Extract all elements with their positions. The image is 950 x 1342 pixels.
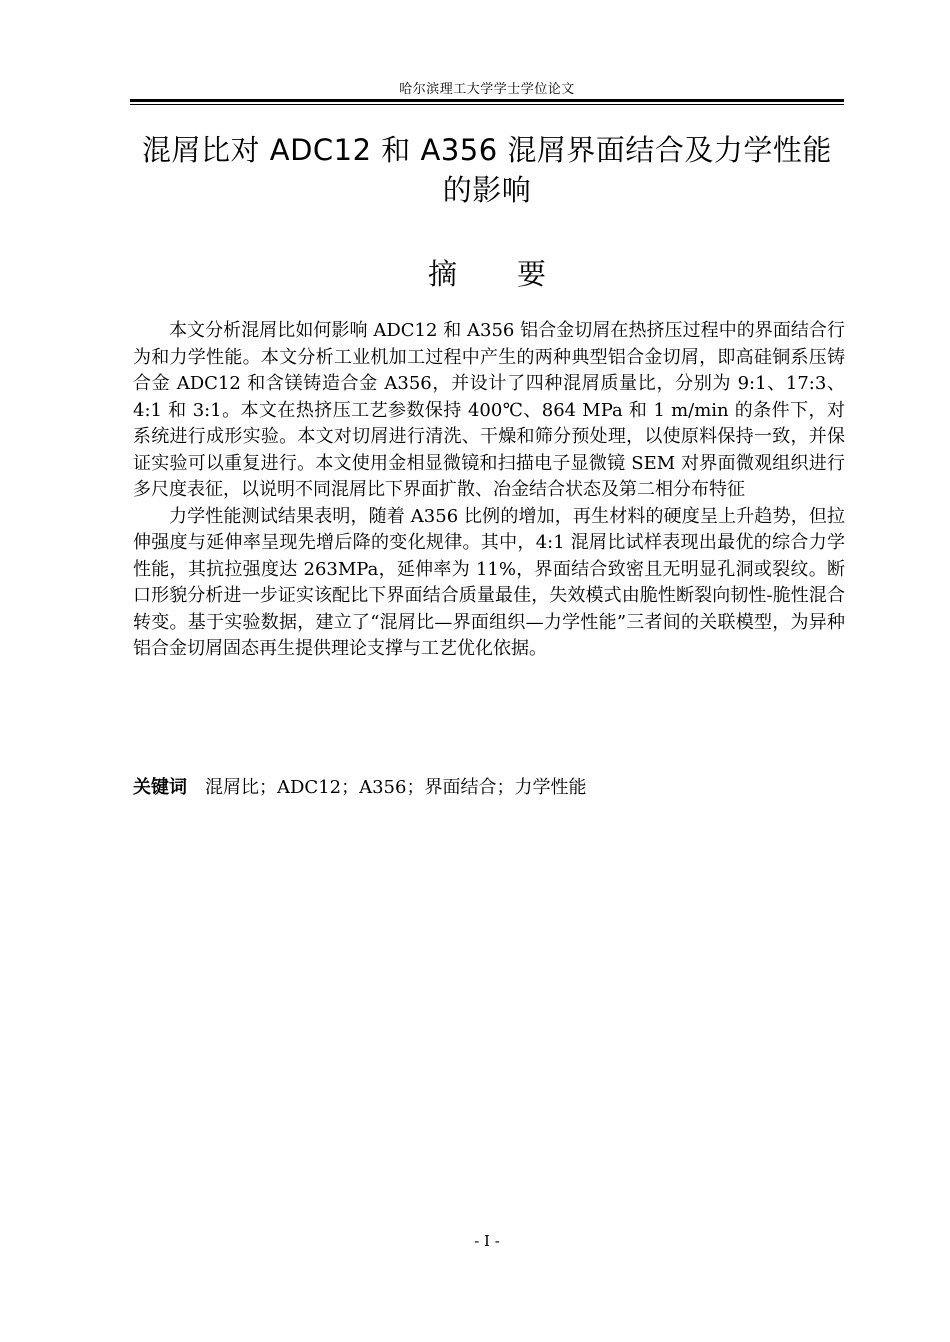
abstract-paragraph-1: 本文分析混屑比如何影响 ADC12 和 A356 铝合金切屑在热挤压过程中的界面结合行为和力学性能。本文分析工业机加工过程中产生的两种典型铝合金切屑，即高硅铜系压铸合金 ADC12 和含镁铸造合金 A356，并设计了四种混屑质量比，分别为 9:1、17:3、4:1 和 3:1。本文在热挤压工艺参数保持 400℃、864 MPa 和 1 m/min 的条件下，对系统进行成形实验。本文对切屑进行清洗、干燥和筛分预处理，以使原料保持一致，并保证实验可以重复进行。本文使用金相显微镜和扫描电子显微镜 SEM 对界面微观组织进行多尺度表征，以说明不同混屑比下界面扩散、冶金结合状态及第二相分布特征 (133, 320, 845, 500)
abstract-paragraph-2: 力学性能测试结果表明，随着 A356 比例的增加，再生材料的硬度呈上升趋势，但拉伸强度与延伸率呈现先增后降的变化规律。其中，4:1 混屑比试样表现出最优的综合力学性能，其抗拉强度达 263MPa，延伸率为 11%，界面结合致密且无明显孔洞或裂纹。断口形貌分析进一步证实该配比下界面结合质量最佳，失效模式由脆性断裂向韧性-脆性混合转变。基于实验数据，建立了“混屑比—界面组织—力学性能”三者间的关联模型，为异种铝合金切屑固态再生提供理论支撑与工艺优化依据。 (133, 505, 845, 659)
keywords-line (133, 775, 845, 801)
page-number: - I - (474, 1232, 500, 1250)
thesis-title (130, 130, 844, 210)
thesis-title-line-2: 的影响 (442, 173, 532, 207)
thesis-title-line-1: 混屑比对 ADC12 和 A356 混屑界面结合及力学性能 (142, 133, 832, 167)
keywords-label: 关键词 (133, 777, 187, 798)
running-header: 哈尔滨理工大学学士学位论文 (399, 82, 575, 97)
header-rule-thin (130, 104, 844, 105)
header-rule-thick (130, 99, 844, 102)
abstract-heading: 摘要 (427, 257, 606, 291)
abstract-body (133, 318, 845, 663)
keywords-text: 混屑比；ADC12；A356；界面结合；力学性能 (205, 777, 587, 798)
